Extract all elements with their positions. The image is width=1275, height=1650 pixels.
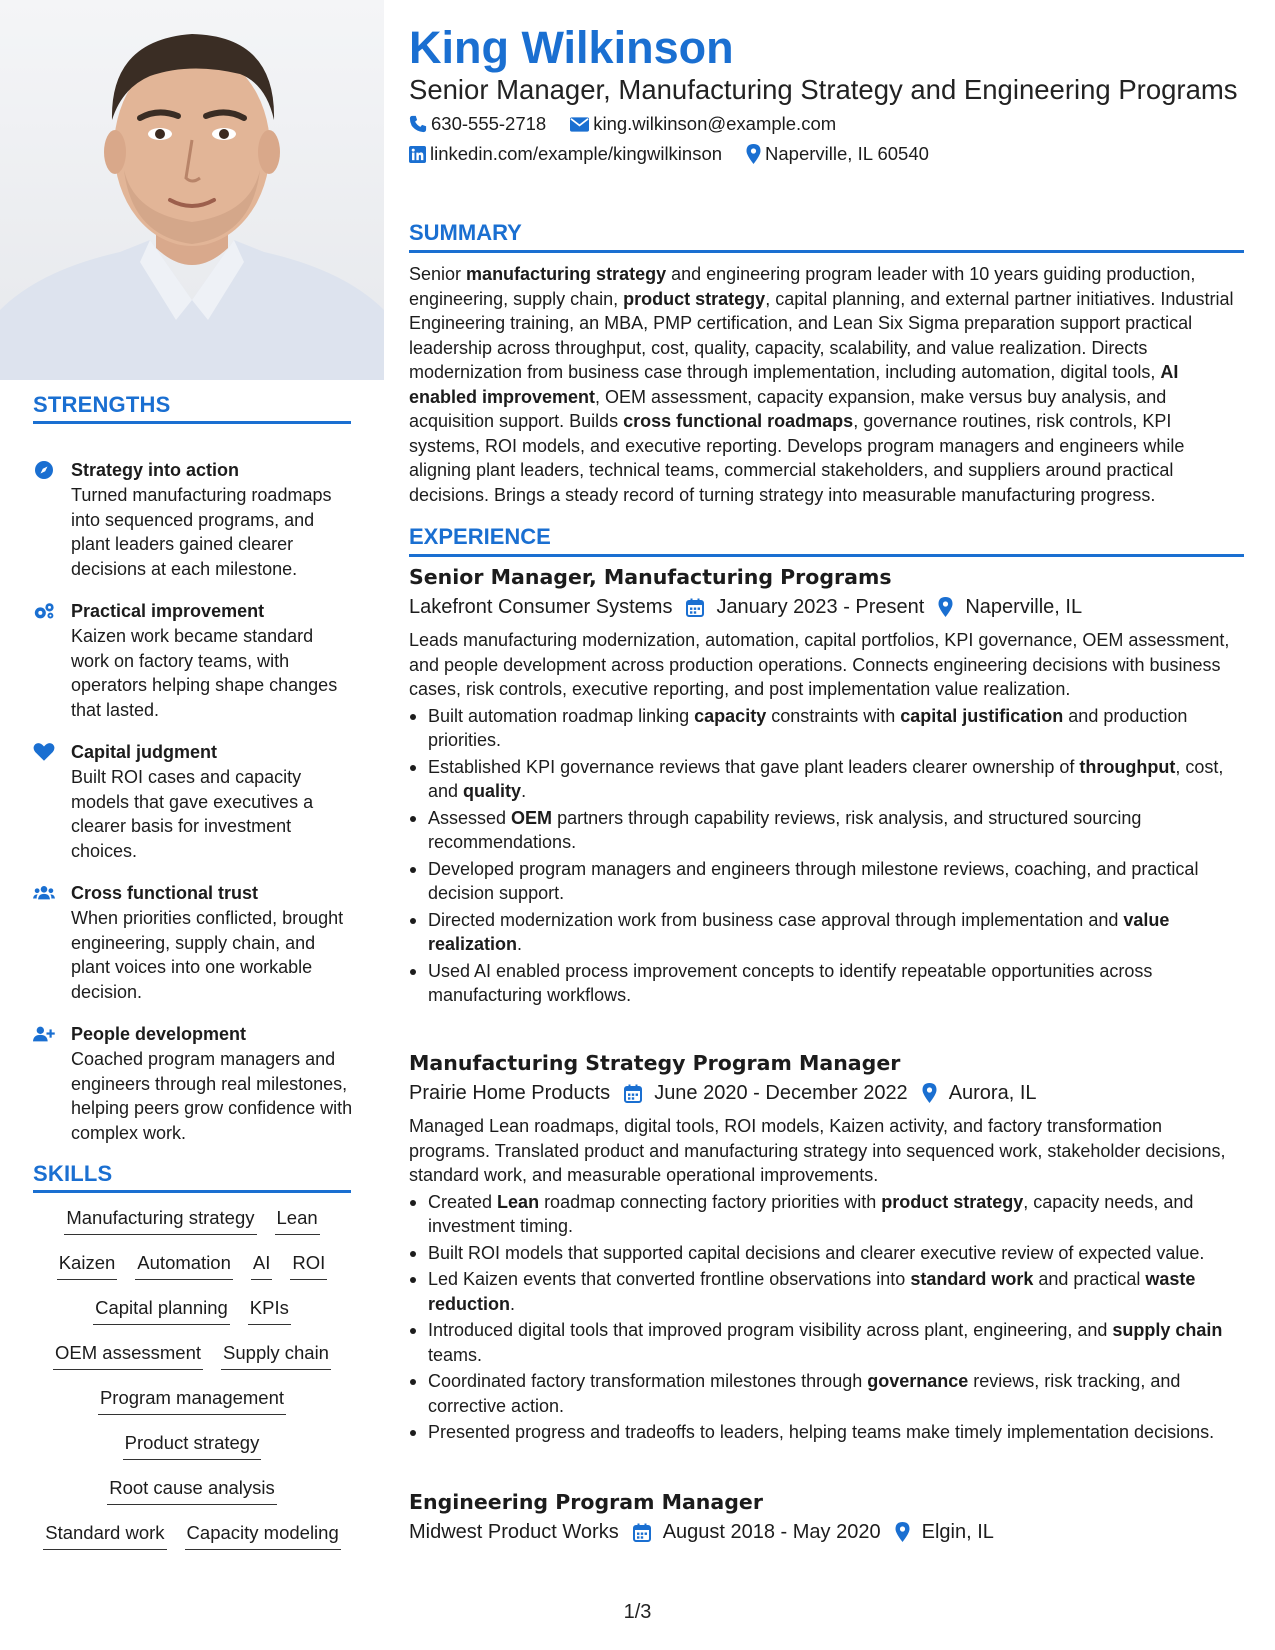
bullet-item: Built automation roadmap linking capacity constraints with capital justification and production priorities. [409,704,1244,753]
skill-tag: ROI [290,1250,327,1280]
strength-title: People development [71,1024,247,1044]
location-item [746,143,929,165]
calendar-icon [633,1523,651,1542]
skill-tag: Capacity modeling [185,1520,341,1550]
skill-tag: Program management [98,1385,286,1415]
job-dates: August 2018 - May 2020 [619,1517,881,1547]
job-title: Manufacturing Strategy Program Manager [409,1051,901,1075]
skill-tag: Manufacturing strategy [64,1205,256,1235]
skill-tag: Automation [135,1250,233,1280]
strength-item [33,458,353,581]
bullet-item: Directed modernization work from business case approval through implementation and value realization. [409,908,1244,957]
bullet-item: Developed program managers and engineers through milestone reviews, coaching, and practical decision support. [409,857,1244,906]
skills-heading: SKILLS [33,1161,113,1186]
job-location: Aurora, IL [908,1078,1037,1108]
phone-item [409,113,546,135]
job-entry [409,1487,1244,1553]
job-dates: January 2023 - Present [672,592,924,622]
company-name: Midwest Product Works [409,1521,619,1543]
job-meta [409,592,1244,622]
bullet-item: Introduced digital tools that improved program visibility across plant, engineering, and supply chain teams. [409,1318,1244,1367]
bullet-item: Created Lean roadmap connecting factory priorities with product strategy, capacity needs, and investment timing. [409,1190,1244,1239]
strengths-heading: STRENGTHS [33,392,171,417]
job-entry [409,562,1244,1010]
gears-icon [33,599,71,722]
bullet-item: Presented progress and tradeoffs to leaders, helping teams make timely implementation decisions. [409,1420,1244,1445]
experience-rule [409,554,1244,557]
heart-icon [33,740,71,863]
left-column [0,0,384,1650]
email-item [570,113,836,135]
strength-item [33,1022,353,1145]
skill-tag: Lean [275,1205,320,1235]
bullet-item: Coordinated factory transformation milestones through governance reviews, risk tracking, and corrective action. [409,1369,1244,1418]
strength-title: Cross functional trust [71,883,259,903]
user-plus-icon [33,1022,71,1145]
summary-rule [409,250,1244,253]
map-pin-icon [922,1083,937,1103]
location-text: Naperville, IL 60540 [765,143,929,164]
job-meta [409,1517,1244,1547]
strength-title: Strategy into action [71,460,240,480]
phone-icon [409,115,427,133]
linkedin-icon [409,146,426,163]
linkedin-text[interactable]: linkedin.com/example/kingwilkinson [430,143,723,164]
phone-text[interactable]: 630-555-2718 [431,113,547,134]
skill-row [30,1205,354,1250]
bullet-item: Used AI enabled process improvement concepts to identify repeatable opportunities across manufacturing workflows. [409,959,1244,1008]
contact-row-1 [409,113,860,135]
job-location: Elgin, IL [881,1517,994,1547]
skill-tag: Supply chain [221,1340,331,1370]
skill-tag: KPIs [248,1295,291,1325]
contact-row-2 [409,143,953,165]
map-pin-icon [938,597,953,617]
strength-desc: Kaizen work became standard work on factory teams, with operators helping shape changes that lasted. [71,626,338,720]
strength-desc: Built ROI cases and capacity models that gave executives a clearer basis for investment choices. [71,767,314,861]
bullet-item: Led Kaizen events that converted frontline observations into standard work and practical waste reduction. [409,1267,1244,1316]
envelope-icon [570,117,589,132]
strength-desc: When priorities conflicted, brought engineering, supply chain, and plant voices into one workable decision. [71,908,344,1002]
job-bullets [409,1190,1244,1445]
headline: Senior Manager, Manufacturing Strategy and Engineering Programs [409,74,1238,105]
strength-title: Capital judgment [71,742,218,762]
job-entry [409,1048,1244,1447]
strength-desc: Coached program managers and engineers through real milestones, helping peers grow confidence with complex work. [71,1049,353,1143]
skill-row [30,1295,354,1340]
map-pin-icon [895,1522,910,1542]
profile-photo [0,0,384,380]
experience-heading: EXPERIENCE [409,524,551,549]
skill-row [30,1340,354,1385]
job-description: Leads manufacturing modernization, automation, capital portfolios, KPI governance, OEM assessment, and people development across production operations. Connects engineering decisions with business cases, risk controls, executive reporting, and post implementation value realization. [409,630,1230,699]
compass-icon [33,458,71,581]
linkedin-item [409,143,722,165]
strength-title: Practical improvement [71,601,265,621]
skill-tag: OEM assessment [53,1340,203,1370]
bullet-item: Built ROI models that supported capital decisions and clearer executive review of expected value. [409,1241,1244,1266]
strengths-list [33,458,353,1163]
skill-tag: Capital planning [93,1295,230,1325]
job-title: Senior Manager, Manufacturing Programs [409,565,892,589]
skill-tag: Standard work [43,1520,166,1550]
email-text[interactable]: king.wilkinson@example.com [593,113,837,134]
strengths-rule [33,421,351,424]
summary-text: Senior manufacturing strategy and engineering program leader with 10 years guiding production, engineering, supply chain, product strategy, capital planning, and external partner initiatives. Industrial Engineering training, an MBA, PMP certification, and Lean Six Sigma preparation support practical leadership across throughput, cost, quality, capacity, scalability, and value realization. Directs modernization from business case through implementation, including automation, digital tools, AI enabled improvement, OEM assessment, capacity expansion, make versus buy analysis, and acquisition support. Builds cross functional roadmaps, governance routines, risk controls, KPI systems, ROI models, and executive reporting. Develops program managers and engineers while aligning plant leaders, technical teams, commercial stakeholders, and suppliers around practical decisions. Brings a steady record of turning strategy into measurable manufacturing progress. [409,264,1234,505]
skill-tag: Kaizen [57,1250,118,1280]
skill-tag: AI [251,1250,272,1280]
calendar-icon [624,1084,642,1103]
users-icon [33,881,71,1004]
skills-list [30,1205,354,1565]
strength-item [33,740,353,863]
job-description: Managed Lean roadmaps, digital tools, ROI models, Kaizen activity, and factory transformation programs. Translated product and manufacturing strategy into sequenced work, stakeholder decisions, standard work, and measurable operational improvements. [409,1116,1226,1185]
candidate-name: King Wilkinson [409,22,734,73]
job-dates: June 2020 - December 2022 [610,1078,908,1108]
job-meta [409,1078,1244,1108]
skill-row [30,1250,354,1295]
calendar-icon [686,598,704,617]
map-pin-icon [746,144,761,164]
job-bullets [409,704,1244,1008]
summary-heading: SUMMARY [409,220,522,245]
skill-row [30,1475,354,1520]
skill-row [30,1520,354,1565]
skill-row [30,1385,354,1430]
job-location: Naperville, IL [924,592,1082,622]
strength-item [33,599,353,722]
skill-row [30,1430,354,1475]
skill-tag: Product strategy [123,1430,262,1460]
company-name: Prairie Home Products [409,1082,611,1104]
company-name: Lakefront Consumer Systems [409,596,673,618]
strength-item [33,881,353,1004]
skills-rule [33,1190,351,1193]
bullet-item: Assessed OEM partners through capability reviews, risk analysis, and structured sourcing recommendations. [409,806,1244,855]
skill-tag: Root cause analysis [107,1475,277,1505]
bullet-item: Established KPI governance reviews that gave plant leaders clearer ownership of throughput, cost, and quality. [409,755,1244,804]
page-number: 1/3 [623,1601,652,1623]
job-title: Engineering Program Manager [409,1490,763,1514]
strength-desc: Turned manufacturing roadmaps into sequenced programs, and plant leaders gained clearer decisions at each milestone. [71,485,332,579]
